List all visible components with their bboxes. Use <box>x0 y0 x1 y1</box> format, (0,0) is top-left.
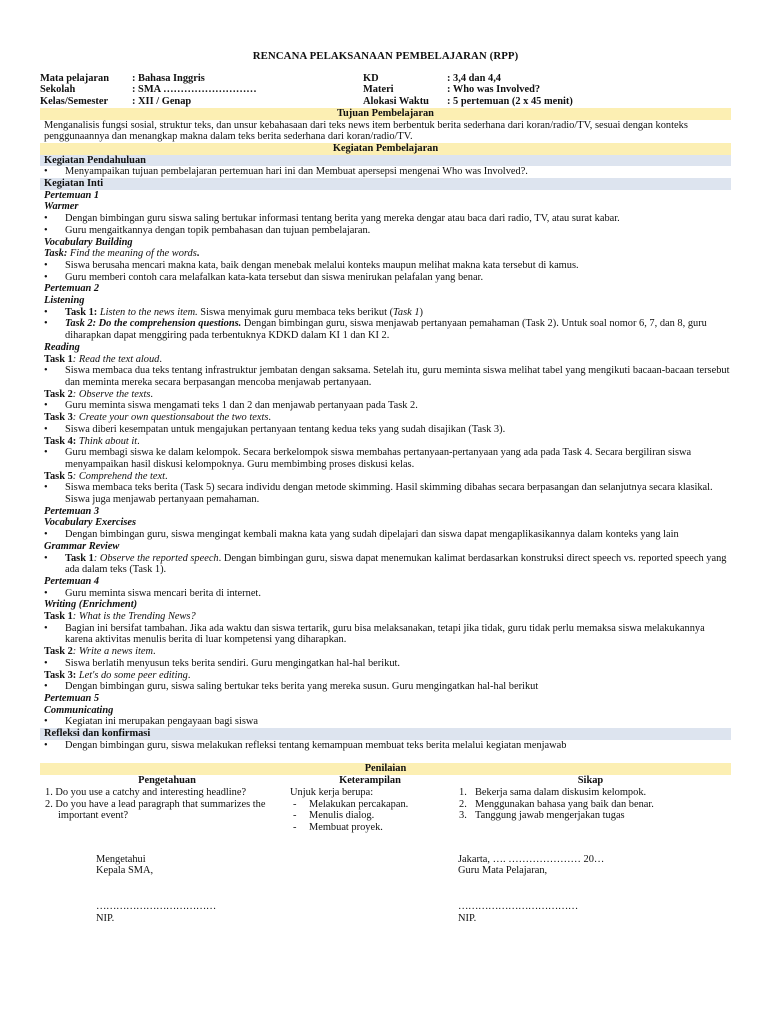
sig-left-line-1: Mengetahui <box>96 853 146 865</box>
tujuan-text: Menganalisis fungsi sosial, struktur teks, dan unsur kebahasaan dari teks news item berbentuk berita sederhana dari koran/radio/TV, sesuai dengan konteks penggunaannya dan menangkap makna dalam teks berita sederhana dari koran/radio/TV. <box>44 119 688 143</box>
kelas-label: Kelas/Semester <box>40 96 109 108</box>
list-item: • Bagian ini bersifat tambahan. Jika ada waktu dan siswa tertarik, guru bisa melaksanakan, tetapi jika tidak, guru tidak perlu memaksa siswa melakukannya karena aktivitas menulis berita di luar kompetensi yang diharapkan. <box>40 623 731 646</box>
document-title: RENCANA PELAKSANAAN PEMBELAJARAN (RPP) <box>252 50 519 62</box>
task-line: Task 1: Read the text aloud. <box>44 353 162 365</box>
sig-right-dots: ……………………………… <box>458 901 578 913</box>
meta-block <box>40 73 731 108</box>
tujuan-heading: Tujuan Pembelajaran <box>40 108 731 120</box>
pertemuan-4-heading: Pertemuan 4 <box>44 575 100 587</box>
reading-heading: Reading <box>44 341 80 353</box>
sig-right-nip: NIP. <box>458 912 477 924</box>
materi-value: : Who was Involved? <box>447 84 541 96</box>
vocab-exercises-heading: Vocabulary Exercises <box>44 517 137 529</box>
sig-right-line-2: Guru Mata Pelajaran, <box>458 865 548 877</box>
list-item: • Task 1: Listen to the news item. Siswa menyimak guru membaca teks berikut (Task 1) <box>40 307 731 319</box>
keterampilan-heading: Keterampilan <box>339 775 401 787</box>
list-item: • Guru meminta siswa mencari berita di internet. <box>40 588 731 600</box>
signature-block <box>40 854 731 925</box>
list-item: • Siswa membaca dua teks tentang infrastruktur jembatan dengan saksama. Setelah itu, guru meminta siswa melihat tabel yang mengikuti bacaan-bacaan tersebut dan meminta mereka secara berpasangan mencoba menjawab pertanyaan. <box>40 365 731 388</box>
list-item: 3. Tanggung jawab mengerjakan tugas <box>459 810 625 822</box>
list-item: - Melakukan percakapan. <box>293 798 409 810</box>
pertemuan-3-heading: Pertemuan 3 <box>44 505 100 517</box>
kelas-value: : XII / Genap <box>132 96 192 108</box>
alokasi-value: : 5 pertemuan (2 x 45 menit) <box>447 96 573 108</box>
communicating-heading: Communicating <box>44 704 114 716</box>
list-item: 2. Do you have a lead paragraph that summarizes the important event? <box>45 798 266 822</box>
keterampilan-intro: Unjuk kerja berupa: <box>290 786 374 798</box>
warmer-heading: Warmer <box>44 201 79 213</box>
list-item: • Guru mengaitkannya dengan topik pembahasan dan tujuan pembelajaran. <box>40 225 731 237</box>
list-item: - Membuat proyek. <box>293 822 383 833</box>
writing-heading: Writing (Enrichment) <box>44 599 138 611</box>
list-item: • Guru memberi contoh cara melafalkan kata-kata tersebut dan siswa menirukan pelafalan yang benar. <box>40 272 731 284</box>
penilaian-section <box>40 763 731 833</box>
list-item: • Task 2: Do the comprehension questions. Dengan bimbingan guru, siswa menjawab pertanyaan pemahaman (Task 2). Untuk soal nomor 6, 7, dan 8, guru diharapkan dapat menggiring pada terbentuknya KDKD dalam KI 1 dan KI 2. <box>40 318 731 341</box>
list-item: - Menulis dialog. <box>293 810 375 822</box>
list-item: • Task 1: Observe the reported speech. Dengan bimbingan guru, siswa dapat menemukan kalimat berdasarkan konstruksi direct speech vs. reported speech yang ada dalam teks (Task 1). <box>40 553 731 576</box>
list-item: 2. Menggunakan bahasa yang baik dan benar. <box>459 798 654 810</box>
materi-label: Materi <box>363 84 394 96</box>
vocab-building-heading: Vocabulary Building <box>44 236 133 248</box>
list-item: • Menyampaikan tujuan pembelajaran pertemuan hari ini dan Membuat apersepsi mengenai Who was Involved?. <box>40 166 731 178</box>
inti-heading: Kegiatan Inti <box>40 178 731 190</box>
listening-heading: Listening <box>44 295 85 307</box>
mapel-value: : Bahasa Inggris <box>132 72 205 84</box>
task-line: Task: Find the meaning of the words. <box>44 248 200 260</box>
kd-label: KD <box>363 72 379 84</box>
pendahuluan-heading: Kegiatan Pendahuluan <box>40 155 731 167</box>
sig-left-line-2: Kepala SMA, <box>96 865 154 877</box>
alokasi-label: Alokasi Waktu <box>363 96 429 108</box>
task-line: Task 5: Comprehend the text. <box>44 470 168 482</box>
task-line: Task 2: Write a news item. <box>44 646 156 658</box>
refleksi-heading: Refleksi dan konfirmasi <box>40 728 731 740</box>
sikap-heading: Sikap <box>577 775 604 787</box>
pengetahuan-heading: Pengetahuan <box>138 775 196 787</box>
list-item: • Siswa berlatih menyusun teks berita sendiri. Guru mengingatkan hal-hal berikut. <box>40 658 731 670</box>
sig-left-nip: NIP. <box>96 912 115 924</box>
task-line: Task 2: Observe the texts. <box>44 388 154 400</box>
sig-left-dots: ……………………………… <box>96 901 216 913</box>
task-line: Task 4: Think about it. <box>44 435 140 447</box>
list-item: • Dengan bimbingan guru siswa saling bertukar informasi tentang berita yang mereka dengar atau baca dari radio, TV, atau surat kabar. <box>40 213 731 225</box>
penilaian-heading: Penilaian <box>40 763 731 775</box>
list-item: • Siswa berusaha mencari makna kata, baik dengan menebak melalui konteks maupun melihat makna kata tersebut di kamus. <box>40 260 731 272</box>
pertemuan-2-heading: Pertemuan 2 <box>44 283 100 295</box>
kegiatan-heading: Kegiatan Pembelajaran <box>40 143 731 155</box>
grammar-review-heading: Grammar Review <box>44 540 120 552</box>
list-item: • Siswa diberi kesempatan untuk mengajukan pertanyaan tentang kedua teks yang sudah disajikan (Task 3). <box>40 424 731 436</box>
task-line: Task 3: Create your own questionsabout the two texts. <box>44 412 271 424</box>
rpp-document <box>40 51 731 925</box>
list-item: 1. Bekerja sama dalam diskusim kelompok. <box>459 786 647 798</box>
sekolah-value: : SMA ……………………… <box>132 84 257 96</box>
list-item: • Guru meminta siswa mengamati teks 1 dan 2 dan menjawab pertanyaan pada Task 2. <box>40 400 731 412</box>
task-line: Task 1: What is the Trending News? <box>44 611 196 623</box>
list-item: • Guru membagi siswa ke dalam kelompok. Secara berkelompok siswa membahas pertanyaan-pertanyaan yang ada pada Task 4. Secara bergiliran siswa menyampaikan hasil diskusi kelompoknya. Guru membimbing proses diskusi kelas. <box>40 447 731 470</box>
pertemuan-5-heading: Pertemuan 5 <box>44 692 100 704</box>
mapel-label: Mata pelajaran <box>40 72 109 84</box>
sig-right-line-1: Jakarta, …. ………………… 20… <box>458 853 605 865</box>
list-item: • Dengan bimbingan guru, siswa saling bertukar teks berita yang mereka susun. Guru mengingatkan hal-hal berikut <box>40 681 731 693</box>
sekolah-label: Sekolah <box>40 84 76 96</box>
pertemuan-1-heading: Pertemuan 1 <box>44 189 100 201</box>
list-item: • Siswa membaca teks berita (Task 5) secara individu dengan metode skimming. Hasil skimming dibahas secara berpasangan dan selanjutnya secara klasikal. Siswa juga menjawab pertanyaan pemahaman. <box>40 482 731 505</box>
list-item: • Dengan bimbingan guru, siswa melakukan refleksi tentang kemampuan membuat teks berita melalui kegiatan menjawab <box>40 740 731 752</box>
list-item: • Kegiatan ini merupakan pengayaan bagi siswa <box>40 716 731 728</box>
list-item: 1. Do you use a catchy and interesting headline? <box>45 786 247 798</box>
list-item: • Dengan bimbingan guru, siswa mengingat kembali makna kata yang sudah dipelajari dan siswa dapat mengaplikasikannya dalam konteks yang lain <box>40 529 731 541</box>
kd-value: : 3,4 dan 4,4 <box>447 72 501 84</box>
task-line: Task 3: Let's do some peer editing. <box>44 669 191 681</box>
